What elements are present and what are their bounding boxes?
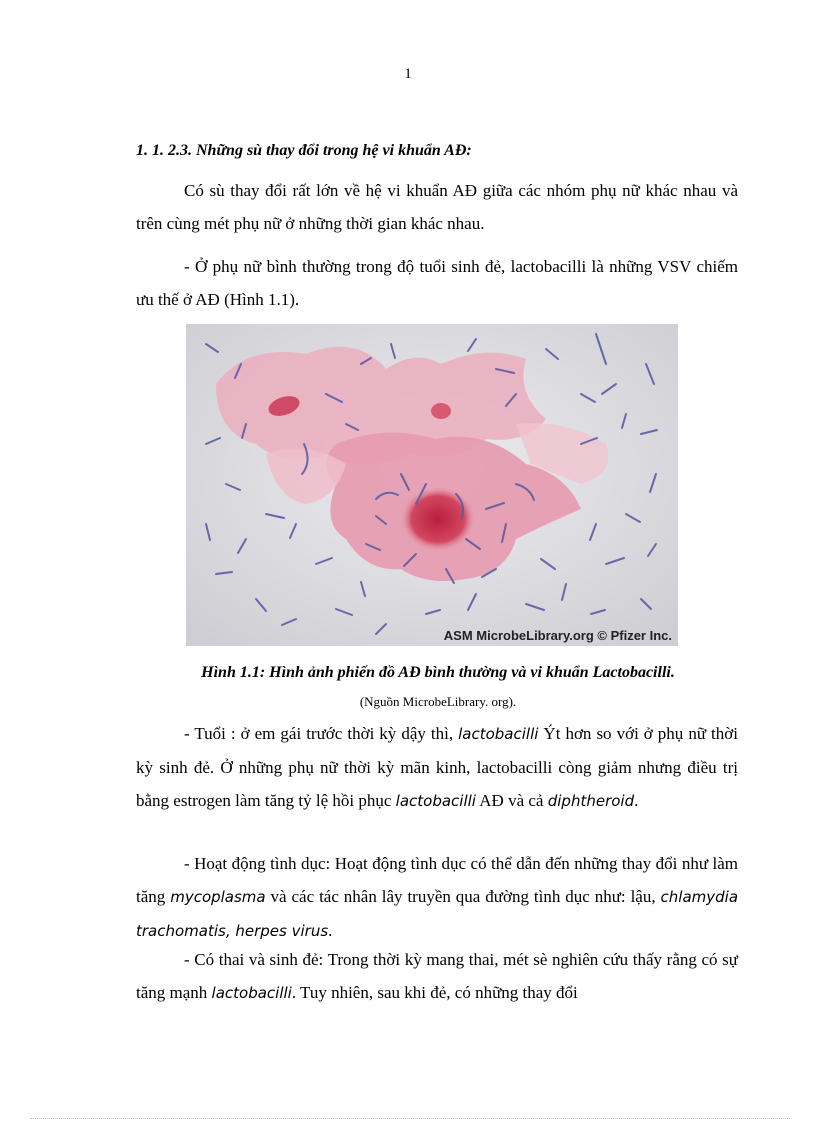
italic-term: lactobacilli [458, 725, 539, 743]
italic-term: chlamydia trachomatis, herpes virus [136, 888, 739, 940]
page-bottom-rule [30, 1118, 790, 1119]
paragraph-pregnancy: - Có thai và sinh đẻ: Trong thời kỳ mang thai, mét sè nghiên cứu thấy rằng có sự tăng mạnh lactobacilli. Tuy nhiên, sau khi đẻ, có những thay đổi [136, 950, 738, 1002]
italic-term: lactobacilli [395, 792, 476, 810]
paragraph-age: - Tuổi : ở em gái trước thời kỳ dậy thì, lactobacilli Ýt hơn so với ở phụ nữ thời kỳ sinh đẻ. Ở những phụ nữ thời kỳ mãn kinh, lactobacilli còng giảm nhưng điều trị bằng estrogen làm tăng tỷ lệ hồi phục lactobacilli AĐ và cả diphtheroid. [136, 724, 738, 810]
figure-caption: Hình 1.1: Hình ảnh phiến đồ AĐ bình thường và vi khuẩn Lactobacilli. [201, 664, 675, 681]
italic-term: lactobacilli [211, 984, 292, 1002]
figure-source: (Nguồn MicrobeLibrary. org). [359, 694, 517, 709]
paragraph-variation: Có sù thay đổi rất lớn về hệ vi khuẩn AĐ giữa các nhóm phụ nữ khác nhau và trên cùng mét phụ nữ ở những thời gian khác nhau. [136, 181, 738, 233]
italic-term: diphtheroid [547, 792, 635, 810]
italic-term: mycoplasma [170, 888, 266, 906]
figure-watermark: ASM MicrobeLibrary.org © Pfizer Inc. [443, 628, 672, 643]
microscope-figure [186, 324, 678, 646]
paragraph-sexual-activity: - Hoạt động tình dục: Hoạt động tình dục có thể dẫn đến những thay đổi như làm tăng mycoplasma và các tác nhân lây truyền qua đường tình dục như: lậu, chlamydia trachomatis, herpes virus. [136, 854, 739, 940]
section-heading: 1. 1. 2.3. Những sù thay đổi trong hệ vi khuẩn AĐ: [136, 142, 472, 159]
paragraph-reproductive-age: - Ở phụ nữ bình thường trong độ tuổi sinh đẻ, lactobacilli là những VSV chiếm ưu thế ở AĐ (Hình 1.1). [136, 257, 738, 309]
page-number: 1 [404, 66, 412, 82]
vaginal-smear-image [186, 324, 678, 646]
